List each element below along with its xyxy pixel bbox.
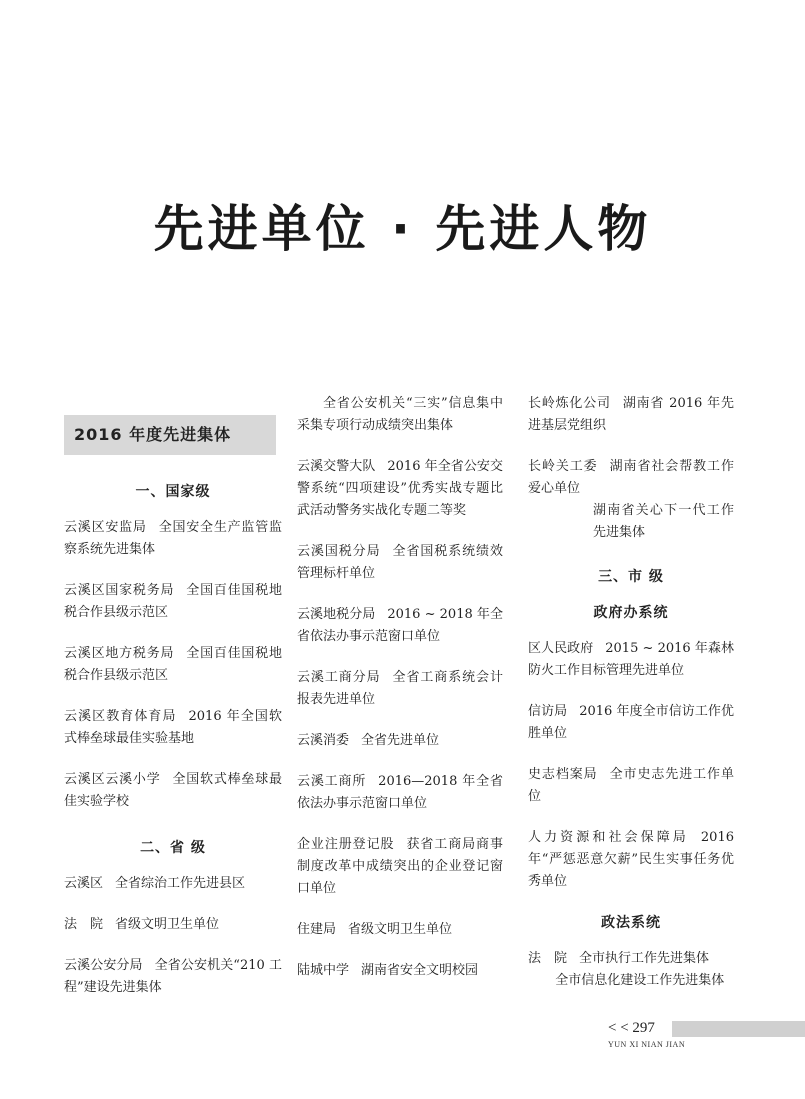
award-text: 湖南省安全文明校园: [361, 963, 479, 978]
unit-name: 云溪交警大队: [297, 459, 376, 474]
list-item: [64, 873, 282, 895]
list-item: [297, 834, 503, 900]
heading-national: 一、国家级: [135, 484, 211, 500]
unit-name: 住建局: [297, 922, 337, 937]
award-text: 全省国税系统绩效管理标杆单位: [297, 544, 503, 581]
unit-name: 云溪公安分局: [64, 958, 143, 973]
unit-name: 人力资源和社会保障局: [528, 830, 689, 845]
list-item: [297, 960, 503, 982]
award-text: 2016—2018 年全省依法办事示范窗口单位: [297, 774, 503, 811]
list-item: [297, 667, 503, 711]
column-3: [528, 393, 734, 992]
unit-name: 长岭关工委: [528, 459, 598, 474]
list-item: [297, 456, 503, 522]
list-item: [64, 580, 282, 624]
footer-label: YUN XI NIAN JIAN: [608, 1040, 686, 1049]
column-2: [297, 393, 503, 1001]
page-title: 先进单位 · 先进人物: [153, 200, 652, 258]
award-text: 全国安全生产监管监察系统先进集体: [64, 520, 282, 557]
footer-bar: [672, 1021, 805, 1037]
unit-name: 法 院: [64, 917, 104, 932]
list-item: [297, 730, 503, 752]
list-item: [297, 771, 503, 815]
award-text: 获省工商局商事制度改革中成绩突出的企业登记窗口单位: [297, 837, 503, 896]
unit-name: 云溪地税分局: [297, 607, 376, 622]
unit-name: 云溪工商所: [297, 774, 367, 789]
list-item: [297, 604, 503, 648]
unit-name: 云溪区教育体育局: [64, 709, 177, 724]
unit-name: 云溪区地方税务局: [64, 646, 175, 661]
unit-name: 云溪区云溪小学: [64, 772, 161, 787]
unit-name: 企业注册登记股: [297, 837, 395, 852]
list-item: [528, 456, 734, 500]
list-item: [64, 706, 282, 750]
column-1: [64, 393, 282, 1018]
unit-name: 云溪区国家税务局: [64, 583, 175, 598]
unit-name: 长岭炼化公司: [528, 396, 611, 411]
unit-name: 信访局: [528, 704, 568, 719]
award-text: 全市执行工作先进集体: [579, 951, 710, 966]
list-item: [64, 517, 282, 561]
award-text: 全省公安机关“210 工程”建设先进集体: [64, 958, 282, 995]
award-text: 全省先进单位: [361, 733, 440, 748]
unit-name: 区人民政府: [528, 641, 594, 656]
award-text: 2016 年度全市信访工作优胜单位: [528, 704, 734, 741]
list-item: [528, 638, 734, 682]
heading-city: 三、市 级: [598, 569, 664, 585]
page-number: < < 297: [608, 1020, 655, 1036]
unit-name: 云溪区安监局: [64, 520, 147, 535]
heading-gov: 政府办系统: [593, 605, 669, 621]
list-item: [64, 643, 282, 687]
award-text: 省级文明卫生单位: [348, 922, 453, 937]
unit-name: 云溪区: [64, 876, 104, 891]
list-item: [528, 948, 734, 970]
list-item: [528, 827, 734, 893]
award-text: 2016 年全国软式棒垒球最佳实验基地: [64, 709, 282, 746]
list-item: [297, 919, 503, 941]
unit-name: 法 院: [528, 951, 568, 966]
list-item: [64, 955, 282, 999]
continued-entry: 全省公安机关“三实”信息集中采集专项行动成绩突出集体: [297, 396, 503, 433]
list-item: [528, 701, 734, 745]
section-title: 2016 年度先进集体: [64, 415, 276, 455]
award-text: 2016 ~ 2018 年全省依法办事示范窗口单位: [297, 607, 503, 644]
unit-name: 陆城中学: [297, 963, 350, 978]
list-item: 全市信息化建设工作先进集体: [555, 973, 725, 988]
award-text: 2016 年全省公安交警系统“四项建设”优秀实战专题比武活动警务实战化专题二等奖: [297, 459, 503, 518]
unit-name: 史志档案局: [528, 767, 598, 782]
list-item: [528, 764, 734, 808]
unit-name: 云溪消委: [297, 733, 350, 748]
award-text: 2015 ~ 2016 年森林防火工作目标管理先进单位: [528, 641, 734, 678]
award-text: 全市史志先进工作单位: [528, 767, 734, 804]
award-text: 全国百佳国税地税合作县级示范区: [64, 583, 282, 620]
award-text: 全省综治工作先进县区: [115, 876, 246, 891]
award-text: 省级文明卫生单位: [115, 917, 220, 932]
award-text: 全国百佳国税地税合作县级示范区: [64, 646, 282, 683]
unit-name: 云溪工商分局: [297, 670, 381, 685]
list-item: [64, 769, 282, 813]
award-text: 2016 年“严惩恶意欠薪”民生实事任务优秀单位: [528, 830, 734, 889]
award-text: 湖南省 2016 年先进基层党组织: [528, 396, 734, 433]
unit-name: 云溪国税分局: [297, 544, 381, 559]
list-item: [528, 393, 734, 437]
heading-law: 政法系统: [601, 915, 661, 931]
list-item: [297, 541, 503, 585]
award-text: 全国软式棒垒球最佳实验学校: [64, 772, 282, 809]
continued-entry: 湖南省关心下一代工作先进集体: [593, 503, 734, 540]
award-text: 全省工商系统会计报表先进单位: [297, 670, 503, 707]
heading-province: 二、省 级: [140, 840, 206, 856]
award-text: 湖南省社会帮教工作爱心单位: [528, 459, 734, 496]
list-item: [64, 914, 282, 936]
